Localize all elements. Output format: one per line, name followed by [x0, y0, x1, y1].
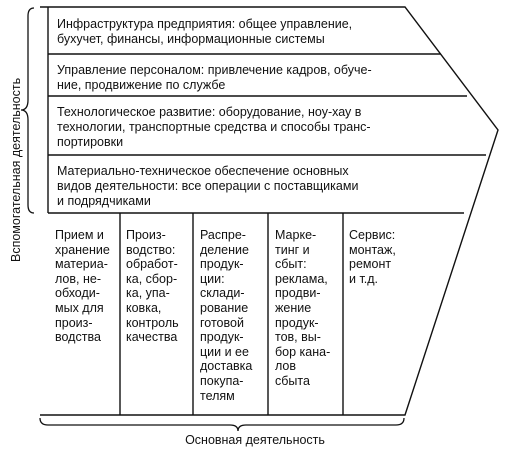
primary-activities-label: Основная деятельность: [185, 433, 325, 447]
primary-outbound-logistics: Распре- деление продук- ции: склади- рование готовой продук- ции и ее доставка покупа- телям: [200, 228, 253, 403]
primary-operations: Произ- водство: обработ- ка, сбор- ка, упа- ковка, контроль качества: [126, 228, 179, 345]
support-infrastructure: Инфраструктура предприятия: общее управление, бухучет, финансы, информационные системы: [57, 17, 353, 46]
primary-inbound-logistics: Прием и хранение материа- лов, не- обходи- мых для произ- водства: [55, 228, 110, 345]
primary-service: Сервис: монтаж, ремонт и т.д.: [349, 228, 396, 286]
support-hr-management: Управление персоналом: привлечение кадров, обуче- ние, продвижение по службе: [57, 63, 372, 92]
primary-marketing-sales: Марке- тинг и сбыт: реклама, продви- жение продук- тов, вы- бор кана- лов сбыта: [275, 228, 331, 388]
support-procurement: Материально-техническое обеспечение основных видов деятельности: все операции с поставщиками и подрядчиками: [57, 164, 359, 208]
primary-brace: [40, 418, 404, 431]
support-activities-label: Вспомогательная деятельность: [9, 77, 23, 262]
support-technology-development: Технологическое развитие: оборудование, ноу-хау в технологии, транспортные средства и способы транс- портировки: [57, 105, 371, 149]
